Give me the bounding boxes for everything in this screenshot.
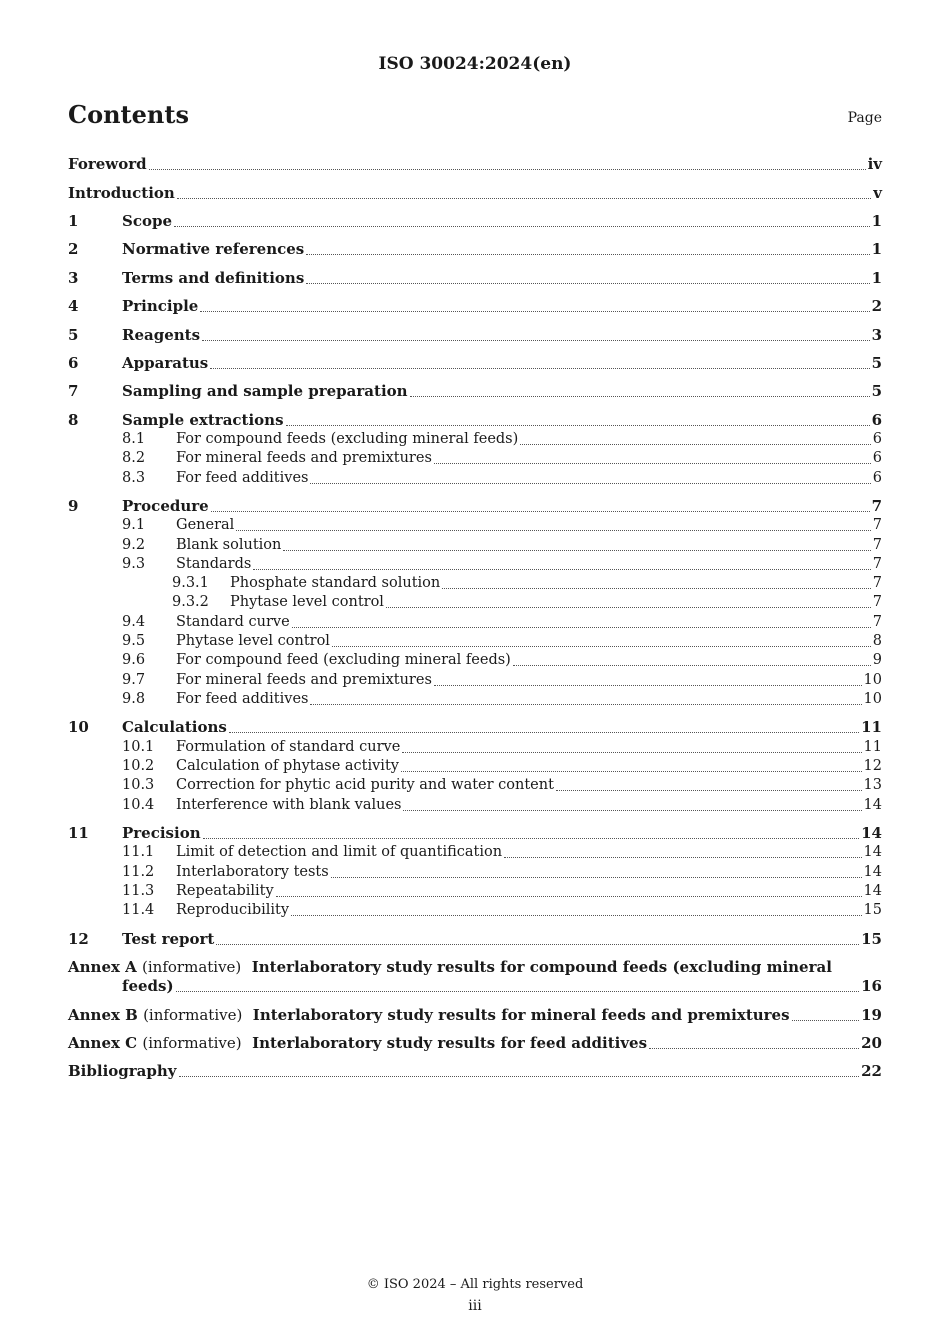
annex-b-type: (informative)	[143, 1006, 243, 1024]
toc-entry-number: 9.8	[122, 691, 146, 707]
toc-entry[interactable]	[122, 757, 882, 776]
toc-entry-label: Terms and definitions	[122, 269, 305, 287]
toc-entry-page: 14	[863, 864, 882, 880]
leader-dots	[216, 943, 859, 945]
toc-entry-label: Repeatability	[176, 883, 274, 899]
toc-entry-label: Calculations	[122, 718, 227, 736]
toc-entry[interactable]	[68, 297, 882, 316]
toc-entry-number: 5	[68, 326, 79, 344]
toc-entry-label: Foreword	[68, 155, 147, 173]
toc-entry-page: 12	[863, 758, 882, 774]
toc-entry-number: 9.5	[122, 633, 146, 649]
toc-entry-label: Calculation of phytase activity	[176, 758, 399, 774]
toc-entry[interactable]	[122, 738, 882, 757]
toc-entry-number: 9.1	[122, 517, 146, 533]
toc-entry-number: 9.3.1	[172, 575, 209, 591]
toc-entry-label: For compound feeds (excluding mineral feeds)	[176, 431, 519, 447]
toc-entry-number: 10.2	[122, 758, 155, 774]
toc-entry[interactable]	[122, 901, 882, 920]
toc-entry-page: 7	[872, 556, 882, 572]
leader-dots	[310, 703, 861, 705]
leader-dots	[401, 770, 862, 772]
toc-entry-page: 11	[861, 718, 882, 736]
toc-entry-number: 9.3	[122, 556, 146, 572]
toc-entry[interactable]	[122, 863, 882, 882]
toc-entry[interactable]	[68, 212, 882, 231]
toc-annex-a-title-line2[interactable]	[122, 977, 882, 996]
toc-entry-number: 9.3.2	[172, 594, 209, 610]
toc-entry-label: Precision	[122, 824, 201, 842]
toc-entry-number: 8.3	[122, 470, 146, 486]
toc-entry[interactable]	[122, 469, 882, 488]
toc-entry-page: 14	[861, 824, 882, 842]
leader-dots	[253, 568, 870, 570]
toc-entry-page: 22	[861, 1062, 882, 1080]
toc-entry-label: Blank solution	[176, 537, 282, 553]
leader-dots	[442, 587, 871, 589]
toc-entry-number: 2	[68, 240, 79, 258]
toc-entry-page: 6	[872, 431, 882, 447]
document-header: ISO 30024:2024(en)	[378, 54, 572, 74]
toc-entry[interactable]	[172, 593, 882, 612]
leader-dots	[276, 895, 862, 897]
toc-entry-label: Phytase level control	[230, 594, 384, 610]
toc-entry-number: 1	[68, 212, 79, 230]
toc-entry-number: 9.2	[122, 537, 146, 553]
toc-entry-label: Standard curve	[176, 614, 290, 630]
toc-entry-number: 10.1	[122, 739, 155, 755]
toc-entry-page: 14	[863, 883, 882, 899]
toc-entry[interactable]	[68, 411, 882, 430]
toc-entry-page: 6	[872, 470, 882, 486]
toc-entry[interactable]	[68, 497, 882, 516]
toc-entry-page: 8	[872, 633, 882, 649]
toc-entry-number: 11.4	[122, 902, 155, 918]
leader-dots	[291, 914, 862, 916]
leader-dots	[332, 645, 871, 647]
toc-entry-foreword[interactable]	[68, 155, 882, 174]
toc-entry-page: 10	[863, 691, 882, 707]
leader-dots	[556, 789, 862, 791]
toc-entry-number: 7	[68, 382, 79, 400]
toc-entry[interactable]	[122, 776, 882, 795]
footer-copyright: © ISO 2024 – All rights reserved	[366, 1277, 584, 1292]
leader-dots	[286, 424, 870, 426]
toc-entry-label: Test report	[122, 930, 215, 948]
toc-entry[interactable]	[68, 718, 882, 737]
toc-entry-page: 5	[871, 354, 882, 372]
toc-entry[interactable]	[68, 354, 882, 373]
page-column-label: Page	[847, 110, 882, 126]
toc-entry[interactable]	[122, 613, 882, 632]
toc-annex-b[interactable]	[68, 1006, 882, 1025]
toc-entry-page: 3	[871, 326, 882, 344]
toc-entry-page: 7	[871, 497, 882, 515]
leader-dots	[200, 310, 869, 312]
toc-entry[interactable]	[68, 240, 882, 259]
leader-dots	[211, 510, 870, 512]
toc-entry-number: 12	[68, 930, 89, 948]
leader-dots	[331, 876, 862, 878]
toc-entry-page: 1	[871, 269, 882, 287]
toc-entry-label: Reproducibility	[176, 902, 290, 918]
toc-entry-number: 8.2	[122, 450, 146, 466]
annex-c-type: (informative)	[142, 1034, 242, 1052]
toc-entry[interactable]	[122, 671, 882, 690]
toc-entry-number: 9.7	[122, 672, 146, 688]
toc-entry[interactable]	[68, 269, 882, 288]
toc-entry-page: 9	[872, 652, 882, 668]
toc-entry-page: 14	[863, 797, 882, 813]
toc-entry-number: 3	[68, 269, 79, 287]
leader-dots	[202, 339, 870, 341]
leader-dots	[283, 549, 870, 551]
toc-entry-page: 16	[861, 977, 882, 995]
toc-entry-number: 8	[68, 411, 79, 429]
toc-entry-label: For mineral feeds and premixtures	[176, 672, 432, 688]
toc-entry-label: Formulation of standard curve	[176, 739, 401, 755]
toc-entry-label: For feed additives	[176, 470, 309, 486]
toc-entry[interactable]	[122, 555, 882, 574]
toc-entry[interactable]	[68, 326, 882, 345]
toc-entry[interactable]	[122, 882, 882, 901]
toc-entry-page: 13	[863, 777, 882, 793]
leader-dots	[403, 809, 861, 811]
toc-entry-introduction[interactable]	[68, 184, 882, 203]
toc-annex-a-title-line1[interactable]	[68, 958, 882, 976]
toc-entry-label: Sample extractions	[122, 411, 284, 429]
toc-entry-label: Apparatus	[122, 354, 209, 372]
toc-entry-bibliography[interactable]	[68, 1062, 882, 1081]
toc-entry-label: Phosphate standard solution	[230, 575, 441, 591]
leader-dots	[229, 731, 859, 733]
toc-entry-label: Correction for phytic acid purity and water content	[176, 777, 554, 793]
toc-entry-page: iv	[867, 155, 882, 173]
leader-dots	[310, 482, 870, 484]
toc-entry-page: 1	[871, 212, 882, 230]
toc-entry-label: Interlaboratory tests	[176, 864, 329, 880]
toc-entry-number: 4	[68, 297, 79, 315]
toc-entry-page: 1	[871, 240, 882, 258]
toc-entry-number: 11	[68, 824, 89, 842]
annex-a-label: Annex A	[68, 958, 137, 976]
leader-dots	[176, 990, 860, 992]
annex-a-title-cont: feeds)	[122, 977, 174, 995]
leader-dots	[174, 225, 870, 227]
toc-entry-page: 7	[872, 517, 882, 533]
toc-entry-label: Procedure	[122, 497, 209, 515]
leader-dots	[434, 684, 862, 686]
toc-entry[interactable]	[122, 651, 882, 670]
toc-entry-label: General	[176, 517, 235, 533]
leader-dots	[292, 626, 871, 628]
toc-entry-number: 10	[68, 718, 89, 736]
toc-annex-c[interactable]	[68, 1034, 882, 1053]
toc-entry-page: 7	[872, 614, 882, 630]
toc-entry-label: Sampling and sample preparation	[122, 382, 408, 400]
toc-entry-label: Normative references	[122, 240, 305, 258]
toc-entry-number: 9.4	[122, 614, 146, 630]
toc-entry-number: 9	[68, 497, 79, 515]
leader-dots	[149, 168, 866, 170]
annex-c-label: Annex C	[68, 1034, 138, 1052]
toc-entry-label: Reagents	[122, 326, 201, 344]
leader-dots	[386, 606, 871, 608]
toc-entry[interactable]	[122, 632, 882, 651]
toc-entry-page: 15	[861, 930, 882, 948]
leader-dots	[203, 837, 860, 839]
toc-entry-page: 20	[861, 1034, 882, 1052]
toc-entry-number: 11.1	[122, 844, 155, 860]
toc-entry-page: 19	[861, 1006, 882, 1024]
toc-entry-page: 7	[872, 594, 882, 610]
toc-entry[interactable]	[68, 382, 882, 401]
toc-entry-page: 14	[863, 844, 882, 860]
annex-a-title: Interlaboratory study results for compound feeds (excluding mineral	[251, 958, 832, 976]
toc-entry-page: 7	[872, 537, 882, 553]
toc-entry[interactable]	[122, 796, 882, 815]
toc-entry-label: Introduction	[68, 184, 175, 202]
leader-dots	[410, 395, 870, 397]
toc-entry[interactable]	[122, 843, 882, 862]
toc-entry-page: 5	[871, 382, 882, 400]
annex-b-label: Annex B	[68, 1006, 138, 1024]
toc-entry-label: Bibliography	[68, 1062, 177, 1080]
footer-page-number: iii	[468, 1298, 482, 1314]
toc-entry[interactable]	[172, 574, 882, 593]
leader-dots	[306, 253, 869, 255]
toc-entry-page: 11	[863, 739, 882, 755]
toc-entry-number: 10.3	[122, 777, 155, 793]
toc-entry-page: 10	[863, 672, 882, 688]
leader-dots	[434, 462, 871, 464]
toc-entry-page: 6	[872, 450, 882, 466]
toc-entry-label: For feed additives	[176, 691, 309, 707]
toc-entry[interactable]	[122, 516, 882, 535]
toc-entry-label: Standards	[176, 556, 252, 572]
toc-entry-page: 2	[871, 297, 882, 315]
annex-c-heading	[68, 1034, 647, 1053]
toc-entry[interactable]	[122, 449, 882, 468]
toc-entry[interactable]	[68, 824, 882, 843]
toc-entry-label: Limit of detection and limit of quantification	[176, 844, 503, 860]
leader-dots	[402, 751, 861, 753]
toc-entry-label: Interference with blank values	[176, 797, 402, 813]
toc-entry-label: For mineral feeds and premixtures	[176, 450, 432, 466]
toc-entry-page: 15	[863, 902, 882, 918]
toc-entry-number: 6	[68, 354, 79, 372]
toc-entry-number: 11.2	[122, 864, 155, 880]
leader-dots	[236, 529, 870, 531]
leader-dots	[649, 1047, 859, 1049]
leader-dots	[504, 856, 862, 858]
toc-entry-page: 6	[871, 411, 882, 429]
leader-dots	[513, 664, 871, 666]
toc-entry-number: 8.1	[122, 431, 146, 447]
toc-entry-label: For compound feed (excluding mineral feeds)	[176, 652, 511, 668]
toc-entry-page: v	[873, 184, 882, 202]
leader-dots	[177, 197, 871, 199]
toc-entry[interactable]	[68, 930, 882, 949]
annex-b-title: Interlaboratory study results for mineral feeds and premixtures	[252, 1006, 790, 1024]
leader-dots	[792, 1019, 860, 1021]
page-title: Contents	[68, 100, 189, 129]
toc-entry[interactable]	[122, 690, 882, 709]
leader-dots	[306, 282, 869, 284]
toc-entry-label: Scope	[122, 212, 173, 230]
toc-entry-label: Principle	[122, 297, 199, 315]
leader-dots	[179, 1075, 860, 1077]
leader-dots	[210, 367, 869, 369]
toc-entry-number: 9.6	[122, 652, 146, 668]
annex-b-heading	[68, 1006, 790, 1025]
annex-c-title: Interlaboratory study results for feed additives	[252, 1034, 648, 1052]
annex-a-type: (informative)	[142, 958, 242, 976]
toc-entry-label: Phytase level control	[176, 633, 330, 649]
toc-entry[interactable]	[122, 536, 882, 555]
toc-entry-number: 10.4	[122, 797, 155, 813]
leader-dots	[520, 443, 870, 445]
toc-entry-number: 11.3	[122, 883, 155, 899]
toc-entry[interactable]	[122, 430, 882, 449]
toc-entry-page: 7	[872, 575, 882, 591]
